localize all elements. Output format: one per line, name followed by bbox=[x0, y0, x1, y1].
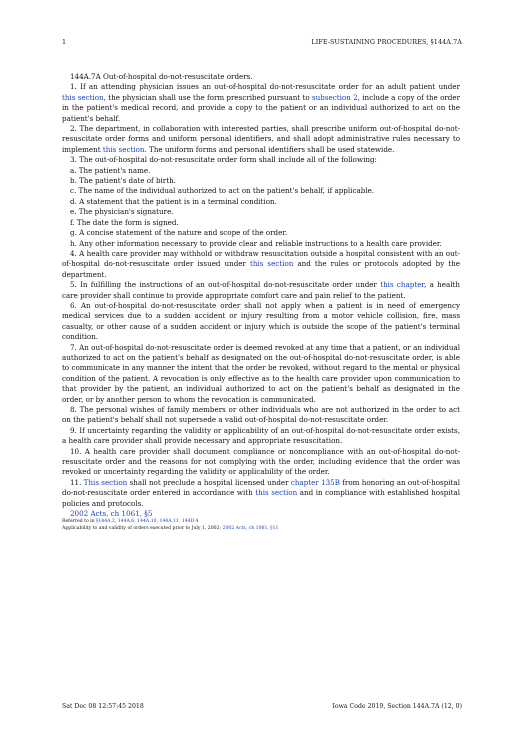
text-run: 10. A health care provider shall document compliance or noncompliance with an out-of-hospital do-not-resuscitate order and the reasons for not complying with the order, including evidence that the order was revoked or uncertainty regarding the validity or applicability of the order. bbox=[62, 446, 460, 477]
text-run: 3. The out-of-hospital do-not-resuscitate order form shall include all of the following: bbox=[70, 155, 377, 165]
cross-reference-link[interactable]: this section bbox=[249, 259, 294, 269]
text-run: f. The date the form is signed. bbox=[70, 217, 179, 227]
paragraph bbox=[62, 166, 460, 176]
document-body bbox=[62, 72, 460, 532]
notes bbox=[62, 519, 460, 532]
paragraph bbox=[62, 405, 460, 426]
paragraph bbox=[62, 249, 460, 280]
paragraph bbox=[62, 228, 460, 238]
text-run: d. A statement that the patient is in a terminal condition. bbox=[70, 196, 277, 206]
cross-reference-link[interactable]: this chapter bbox=[380, 280, 425, 290]
text-run: c. The name of the individual authorized to act on the patient's behalf, if applicable. bbox=[70, 186, 375, 196]
section-paragraphs bbox=[62, 82, 460, 509]
cross-reference-link[interactable]: this section bbox=[62, 92, 104, 102]
text-run: 9. If uncertainty regarding the validity or applicability of an out-of-hospital do-not-resuscitate order exists, a health care provider shall provide necessary and appropriate resuscitation. bbox=[62, 425, 460, 446]
paragraph bbox=[62, 197, 460, 207]
paragraph bbox=[62, 426, 460, 447]
footer-timestamp: Sat Dec 08 12:57:45 2018 bbox=[62, 703, 144, 710]
text-run: 6. An out-of-hospital do-not-resuscitate order shall not apply when a patient is in need of emergency medical services due to a sudden accident or injury resulting from a motor vehicle collision, fire, mass casualty, or other cause of a sudden accident or injury which is outside the scope of the patient's terminal condition. bbox=[62, 300, 460, 342]
text-run: 5. In fulfilling the instructions of an out-of-hospital do-not-resuscitate order under bbox=[70, 280, 381, 290]
section-heading: 144A.7A Out-of-hospital do-not-resuscitate orders. bbox=[70, 72, 253, 81]
running-title: LIFE-SUSTAINING PROCEDURES, §144A.7A bbox=[311, 38, 462, 46]
text-run: e. The physician's signature. bbox=[70, 207, 174, 217]
cross-reference-link[interactable]: This section bbox=[83, 477, 128, 487]
footer-source: Iowa Code 2019, Section 144A.7A (12, 0) bbox=[332, 703, 462, 710]
paragraph bbox=[62, 155, 460, 165]
text-run: , a health care provider shall continue to provide appropriate comfort care and pain relief to the patient. bbox=[62, 280, 460, 300]
paragraph bbox=[62, 218, 460, 228]
text-run: shall not preclude a hospital licensed under bbox=[127, 477, 291, 487]
text-run: and the rules or protocols adopted by the department. bbox=[62, 259, 460, 279]
text-run: g. A concise statement of the nature and scope of the order. bbox=[70, 228, 288, 238]
citation-link[interactable]: 2002 Acts, ch 1061, §5 bbox=[70, 509, 153, 519]
text-run: . The uniform forms and personal identifiers shall be used statewide. bbox=[144, 144, 395, 154]
text-run: 2. The department, in collaboration with interested parties, shall prescribe uniform out-of-hospital do-not-resuscitate order forms and uniform personal identifiers, and shall adopt administrative rules necessary to implement bbox=[62, 124, 460, 154]
cross-reference-link[interactable]: chapter 135B bbox=[290, 477, 340, 487]
text-run: , include a copy of the order in the patient's medical record, and provide a copy to the patient or an individual authorized to act on the patient's behalf. bbox=[62, 92, 460, 123]
text-run: 4. A health care provider may withhold or withdraw resuscitation outside a hospital consistent with an out-of-hospital do-not-resuscitate order issued under bbox=[62, 248, 460, 269]
text-run: , the physician shall use the form prescribed pursuant to bbox=[103, 92, 313, 102]
text-run: 1. If an attending physician issues an out-of-hospital do-not-resuscitate order for an adult patient under bbox=[70, 82, 460, 92]
page-footer bbox=[62, 703, 462, 713]
text-run: a. The patient's name. bbox=[70, 165, 151, 175]
paragraph bbox=[62, 280, 460, 301]
page-header bbox=[62, 38, 462, 48]
paragraph bbox=[62, 82, 460, 124]
text-run: Applicability to and validity of orders executed prior to July 1, 2002; bbox=[62, 525, 223, 531]
text-run: 8. The personal wishes of family members or other individuals who are not authorized in the order to act on the patient's behalf shall not supersede a valid out-of-hospital do-not-resuscitate order. bbox=[62, 405, 460, 425]
text-run: 7. An out-of-hospital do-not-resuscitate order is deemed revoked at any time that a patient, or an individual authorized to act on the patient's behalf as designated on the out-of-hospital do-not-resuscitate order, is able to communicate in any manner the intent that the order be revoked, without regard to the mental or physical condition of the patient. A revocation is only effective as to the health care provider upon communication to that provider by the patient, an individual authorized to act on the patient's behalf as designated in the order, or by another person to whom the revocation is communicated. bbox=[62, 342, 460, 404]
text-run: Referred to in bbox=[62, 519, 97, 525]
text-run: 11. bbox=[70, 477, 84, 487]
page-number: 1 bbox=[62, 38, 67, 46]
note bbox=[62, 526, 460, 532]
paragraph bbox=[62, 207, 460, 217]
text-run: from honoring an out-of-hospital do-not-resuscitate order entered in accordance with bbox=[62, 477, 460, 498]
paragraph bbox=[62, 343, 460, 405]
paragraph bbox=[62, 186, 460, 196]
note-link[interactable]: §144A.2, 144A.6, 144A.10, 144A.11, 144D.4 bbox=[96, 519, 199, 525]
paragraph bbox=[62, 124, 460, 155]
paragraph bbox=[62, 478, 460, 509]
paragraph bbox=[62, 239, 460, 249]
citation bbox=[62, 509, 460, 519]
cross-reference-link[interactable]: subsection 2 bbox=[312, 92, 358, 102]
text-run: h. Any other information necessary to provide clear and reliable instructions to a health care provider. bbox=[70, 238, 442, 248]
text-run: b. The patient's date of birth. bbox=[70, 176, 176, 186]
cross-reference-link[interactable]: this section bbox=[102, 144, 145, 154]
cross-reference-link[interactable]: this section bbox=[255, 488, 298, 498]
paragraph bbox=[62, 301, 460, 343]
note-link[interactable]: 2002 Acts, ch 1061, §11 bbox=[222, 525, 279, 531]
text-run: and in compliance with established hospital policies and protocols. bbox=[62, 488, 460, 508]
paragraph bbox=[62, 176, 460, 186]
paragraph bbox=[62, 447, 460, 478]
